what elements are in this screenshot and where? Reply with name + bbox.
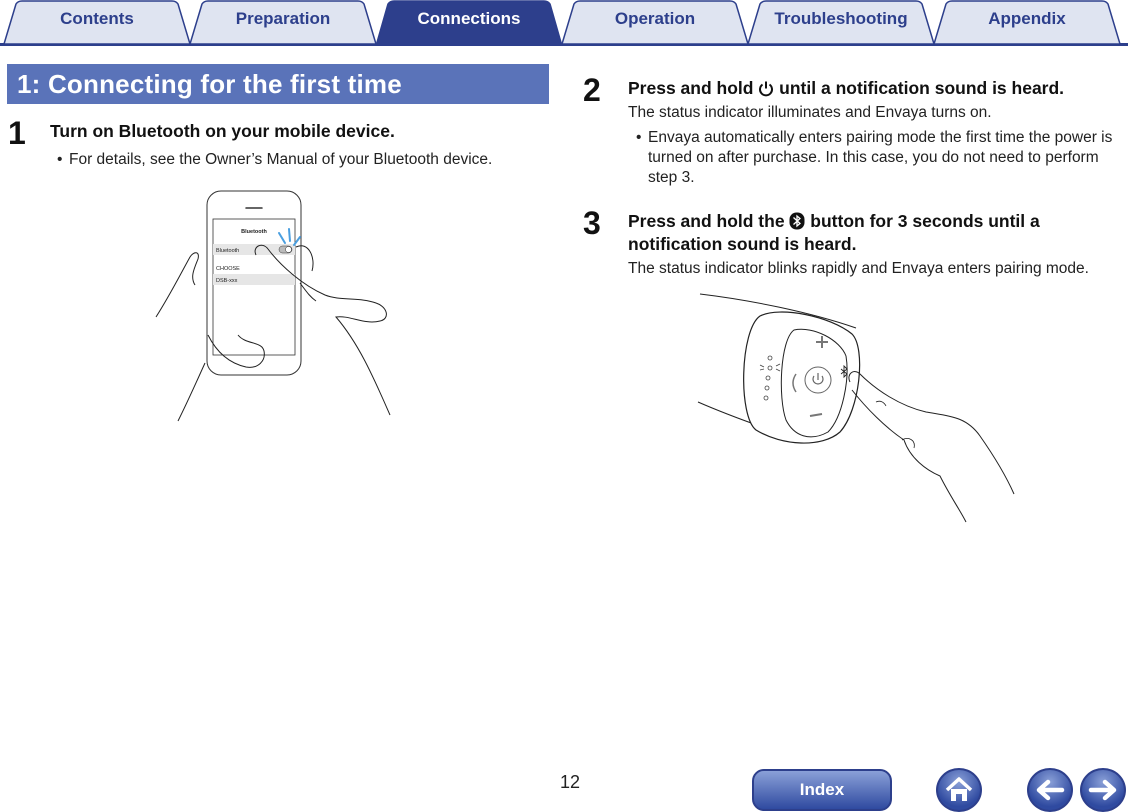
step-3-body: The status indicator blinks rapidly and Envaya enters pairing mode. [628, 260, 1089, 277]
step-1-heading: Turn on Bluetooth on your mobile device. [50, 121, 395, 141]
step-3-number: 3 [583, 205, 601, 241]
back-button[interactable] [1027, 768, 1073, 812]
step-3-heading-before: Press and hold the [628, 211, 790, 231]
forward-button[interactable] [1080, 768, 1126, 812]
home-button[interactable] [936, 768, 982, 812]
speaker-illustration [690, 290, 1030, 530]
tab-preparation[interactable]: Preparation [235, 9, 331, 28]
section-title: 1: Connecting for the first time [7, 64, 549, 104]
phone-toggle-knob [286, 247, 292, 253]
step-3-heading [628, 210, 1108, 256]
index-button[interactable]: Index [752, 769, 892, 811]
step-2-bullet [636, 128, 1124, 188]
phone-row-bluetooth-label: Bluetooth [216, 248, 240, 254]
step-3-heading-after: button for 3 seconds until a [805, 211, 1040, 231]
home-icon [938, 770, 980, 810]
tab-appendix[interactable]: Appendix [988, 9, 1066, 28]
finger-knuckle [876, 401, 914, 448]
tab-contents[interactable]: Contents [60, 9, 134, 28]
page-number: 12 [559, 772, 581, 792]
bullet-dot: • [636, 129, 642, 146]
arrow-right-icon [1082, 770, 1124, 810]
step-2-bullet-text: Envaya automatically enters pairing mode the first time the power is turned on after purchase. In this case, you do not need to perform step 3. [648, 129, 1113, 186]
step-2-number: 2 [583, 72, 601, 108]
phone-row-choose: CHOOSE [216, 266, 240, 272]
phone-row-device-label: DSB-xxx [216, 278, 238, 284]
step-2-body: The status indicator illuminates and Envaya turns on. [628, 104, 992, 121]
tab-bar [0, 0, 1128, 46]
tab-connections[interactable]: Connections [417, 9, 521, 28]
tab-operation[interactable]: Operation [614, 9, 696, 28]
pointing-hand [849, 372, 1014, 494]
step-2-heading [628, 77, 1064, 100]
step-2-heading-before: Press and hold [628, 78, 759, 98]
step-3-heading-line2: notification sound is heard. [628, 234, 857, 254]
step-1-bullet [57, 150, 539, 170]
step-1-number: 1 [8, 115, 26, 151]
bluetooth-icon [789, 212, 805, 230]
bullet-dot: • [57, 151, 63, 168]
power-icon [758, 80, 774, 97]
pointing-hand-lower [852, 390, 966, 522]
arrow-left-icon [1029, 770, 1071, 810]
phone-screen-title: Bluetooth [241, 229, 267, 235]
left-hand [156, 253, 205, 421]
step-1-bullet-text: For details, see the Owner’s Manual of your Bluetooth device. [69, 151, 493, 168]
phone-illustration [150, 185, 400, 425]
tab-troubleshooting[interactable]: Troubleshooting [774, 9, 908, 28]
step-2-heading-after: until a notification sound is heard. [774, 78, 1065, 98]
